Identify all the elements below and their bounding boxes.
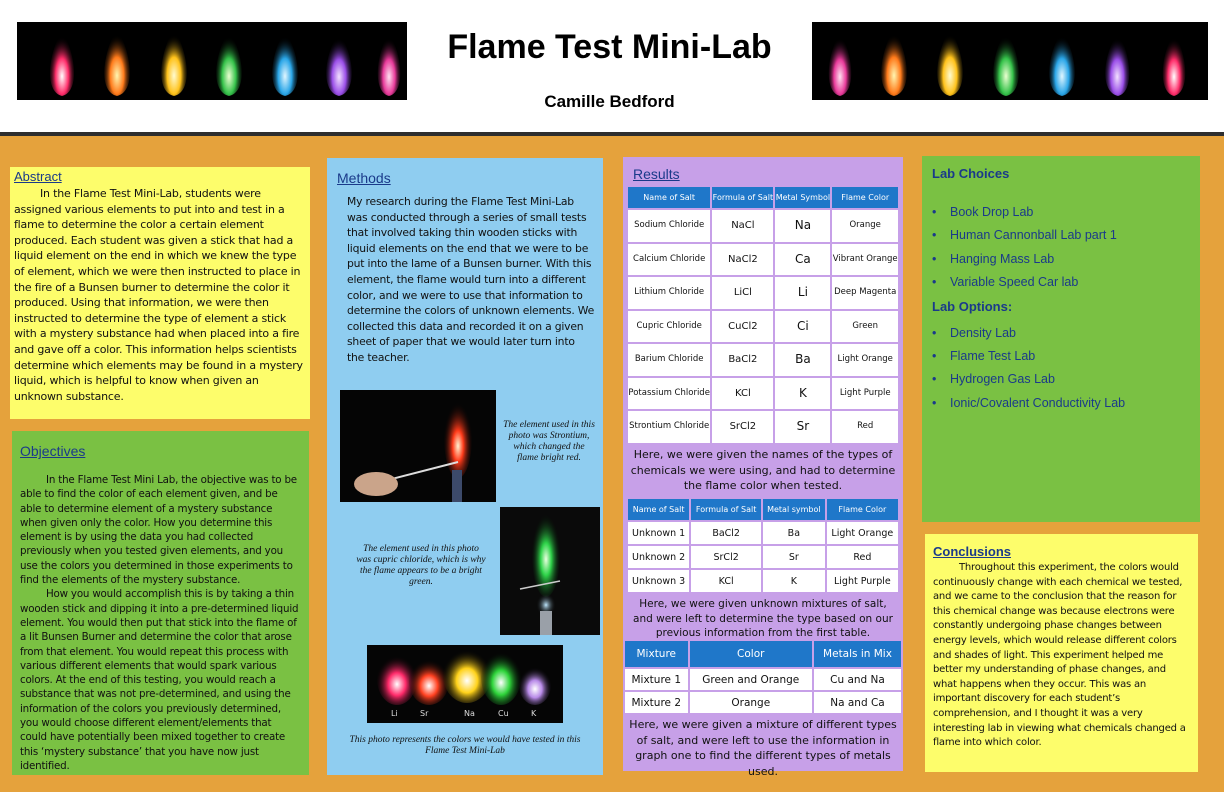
methods-heading: Methods [337, 170, 391, 186]
known-salts-table [626, 185, 900, 445]
table-cell: Orange [690, 692, 812, 713]
table-row [628, 570, 898, 592]
table-cell: Red [832, 411, 898, 443]
list-item-label: Density Lab [950, 325, 1017, 340]
table-cell: Na [775, 210, 830, 242]
abstract-body: In the Flame Test Mini-Lab, students were assigned various elements to put into and test in a flame to determine the color a certain element produced. Each student was given a stick that had a liquid element on the end in which we knew the type of element, which we were then instructed to place in the fire of a Bunsen burner to determine the color it produced. Using that information, we were then instructed to determine the type of element a stick with a mystery substance had when placed into a fire and gave off a color. This information helps scientists determine which elements may be found in a mystery liquid, which is helpful to know when given an unknown substance. [14, 187, 303, 403]
results-note-1: Here, we were given the names of the types of chemicals we were using, and had to determine the flame color when tested. [630, 448, 896, 492]
table-cell: NaCl [712, 210, 773, 242]
table-cell: KCl [712, 378, 773, 410]
table-row [628, 411, 898, 443]
table-cell: KCl [691, 570, 761, 592]
abstract-heading: Abstract [14, 169, 62, 184]
table-header-row [628, 499, 898, 520]
table-cell: NaCl2 [712, 244, 773, 276]
list-item-label: Hanging Mass Lab [950, 251, 1055, 266]
table-cell: Ca [775, 244, 830, 276]
table-cell: SrCl2 [712, 411, 773, 443]
table-cell: Mixture 2 [625, 692, 688, 713]
bullet-icon: • [932, 348, 937, 363]
cupric-chloride-flame-photo [500, 507, 600, 635]
list-item [932, 326, 1190, 349]
table-header-cell: Formula of Salt [712, 187, 773, 208]
table-cell: K [775, 378, 830, 410]
label-sr: Sr [420, 709, 429, 718]
strontium-flame-photo [340, 390, 496, 502]
caption-strontium: The element used in this photo was Strontium, which changed the flame bright red. [503, 420, 595, 463]
list-item [932, 275, 1190, 298]
table-header-cell: Name of Salt [628, 187, 710, 208]
objectives-panel [12, 431, 309, 775]
author-name: Camille Bedford [544, 92, 675, 111]
objectives-para-2: How you would accomplish this is by taking a thin wooden stick and dipping it into a pre-determined liquid element. You would then put that stick into the flame of a lit Bunsen Burner and determine the color that arose from that element. You would repeat this process with various different elements that would spark various colors. At the end of this testing, you would reach a substance that was not pre-determined, and using the information of the colors you previously determined, you would choose different element/elements that could have potentially been mixed together to create this ‘mystery substance’ that you have now just identified. [20, 588, 299, 772]
table-cell: Sodium Chloride [628, 210, 710, 242]
table-row [625, 669, 901, 690]
table-row [628, 311, 898, 343]
table-cell: Cupric Chloride [628, 311, 710, 343]
table-header-cell: Flame Color [827, 499, 898, 520]
flame-strip-left [17, 22, 407, 100]
table-cell: Unknown 1 [628, 522, 689, 544]
table-cell: Strontium Chloride [628, 411, 710, 443]
table-header-cell: Metal symbol [763, 499, 825, 520]
lab-options-list [932, 326, 1190, 420]
table-cell: Light Purple [832, 378, 898, 410]
table-cell: Potassium Chloride [628, 378, 710, 410]
bullet-icon: • [932, 325, 937, 340]
results-heading: Results [633, 166, 680, 182]
table-header-cell: Metals in Mix [814, 641, 901, 667]
label-li: Li [391, 709, 398, 718]
mixtures-table [623, 639, 903, 715]
table-cell: Green [832, 311, 898, 343]
table-cell: Li [775, 277, 830, 309]
list-item [932, 252, 1190, 275]
table-row [628, 210, 898, 242]
table-cell: BaCl2 [691, 522, 761, 544]
table-cell: Light Orange [832, 344, 898, 376]
bullet-icon: • [932, 275, 937, 290]
bullet-icon: • [932, 395, 937, 410]
bullet-icon: • [932, 251, 937, 266]
table-cell: Mixture 1 [625, 669, 688, 690]
caption-cupric-chloride: The element used in this photo was cupric chloride, which is why the flame appears to be a bright green. [356, 544, 486, 587]
table-cell: Ba [775, 344, 830, 376]
table-row [628, 522, 898, 544]
table-header-cell: Metal Symbol [775, 187, 830, 208]
lab-choices-list [932, 205, 1190, 299]
table-row [625, 692, 901, 713]
results-note-3: Here, we were given a mixture of different types of salt, and were left to use the information in graph one to find the different types of metals used. [629, 718, 897, 778]
table-cell: K [763, 570, 825, 592]
list-item [932, 396, 1190, 419]
table-cell: Vibrant Orange [832, 244, 898, 276]
table-cell: LiCl [712, 277, 773, 309]
table-header-cell: Formula of Salt [691, 499, 761, 520]
table-cell: Na and Ca [814, 692, 901, 713]
list-item-label: Variable Speed Car lab [950, 275, 1079, 290]
list-item-label: Ionic/Covalent Conductivity Lab [950, 395, 1126, 410]
list-item [932, 205, 1190, 228]
list-item-label: Human Cannonball Lab part 1 [950, 228, 1117, 243]
table-cell: Sr [763, 546, 825, 568]
table-cell: Unknown 2 [628, 546, 689, 568]
table-row [628, 344, 898, 376]
flame-colors-photo [367, 645, 563, 723]
table-row [628, 244, 898, 276]
label-na: Na [464, 709, 475, 718]
flame-strip-right [812, 22, 1208, 100]
table-header-row [628, 187, 898, 208]
lab-options-heading: Lab Options: [932, 298, 1013, 314]
conclusions-panel [925, 534, 1198, 772]
lab-choices-heading: Lab Choices [932, 166, 1010, 181]
results-panel [623, 157, 903, 778]
table-cell: Orange [832, 210, 898, 242]
table-cell: Light Orange [827, 522, 898, 544]
page-title: Flame Test Mini-Lab [447, 28, 772, 66]
list-item-label: Hydrogen Gas Lab [950, 372, 1055, 387]
table-cell: CuCl2 [712, 311, 773, 343]
bullet-icon: • [932, 372, 937, 387]
table-row [628, 378, 898, 410]
label-k: K [531, 709, 537, 718]
table-cell: SrCl2 [691, 546, 761, 568]
conclusions-body: Throughout this experiment, the colors would continuously change with each chemical we tested, and we came to the conclusion that the reason for this chemical change was because electrons were constantly undergoing phase changes between energy levels, which would release different colors and shades of light. This experiment helped me better my understanding of phase changes, and what happens when they occur. This was an important discovery for each student’s comprehension, and I thought it was a very interesting lab in viewing what chemicals changed a flame into which color. [933, 562, 1186, 749]
table-header-row [625, 641, 901, 667]
unknown-salts-table [626, 497, 900, 594]
table-cell: Light Purple [827, 570, 898, 592]
bullet-icon: • [932, 228, 937, 243]
list-item [932, 349, 1190, 372]
list-item-label: Flame Test Lab [950, 348, 1036, 363]
table-cell: Deep Magenta [832, 277, 898, 309]
list-item [932, 228, 1190, 251]
table-row [628, 546, 898, 568]
table-cell: Green and Orange [690, 669, 812, 690]
table-cell: Sr [775, 411, 830, 443]
table-cell: BaCl2 [712, 344, 773, 376]
table-row [628, 277, 898, 309]
lab-choices-panel [922, 156, 1200, 522]
table-cell: Cu and Na [814, 669, 901, 690]
table-header-cell: Flame Color [832, 187, 898, 208]
table-cell: Red [827, 546, 898, 568]
table-cell: Calcium Chloride [628, 244, 710, 276]
bullet-icon: • [932, 205, 937, 219]
objectives-heading: Objectives [20, 443, 86, 459]
objectives-para-1: In the Flame Test Mini Lab, the objective was to be able to find the color of each element given, and be able to determine element of a mystery substance when given only the color. How you determine this element is by using the data you had collected previously when you tested given elements, and you use the colors you determined in those experiments to find the elements of the mystery substance. [20, 474, 297, 587]
methods-panel [327, 158, 603, 775]
table-cell: Ci [775, 311, 830, 343]
results-note-2: Here, we were given unknown mixtures of salt, and were left to determine the type based on our previous information from the first table. [633, 598, 893, 639]
table-header-cell: Mixture [625, 641, 688, 667]
table-cell: Unknown 3 [628, 570, 689, 592]
caption-flame-colors: This photo represents the colors we would have tested in this Flame Test Mini-Lab [349, 735, 581, 756]
list-item [932, 372, 1190, 395]
table-header-cell: Color [690, 641, 812, 667]
label-cu: Cu [498, 709, 509, 718]
table-cell: Barium Chloride [628, 344, 710, 376]
list-item-label: Book Drop Lab [950, 205, 1034, 219]
conclusions-heading: Conclusions [933, 544, 1012, 559]
table-header-cell: Name of Salt [628, 499, 689, 520]
table-cell: Ba [763, 522, 825, 544]
table-cell: Lithium Chloride [628, 277, 710, 309]
abstract-panel [10, 167, 310, 419]
methods-body: My research during the Flame Test Mini-Lab was conducted through a series of small tests that involved taking thin wooden sticks with liquid elements on the end that we were to be put into the lame of a Bunsen burner. With this element, the flame would turn into a different color, and we were to use that information to determine the colors of unknown elements. We collected this data and recorded it on a given sheet of paper that we would later turn into the teacher. [347, 195, 595, 364]
